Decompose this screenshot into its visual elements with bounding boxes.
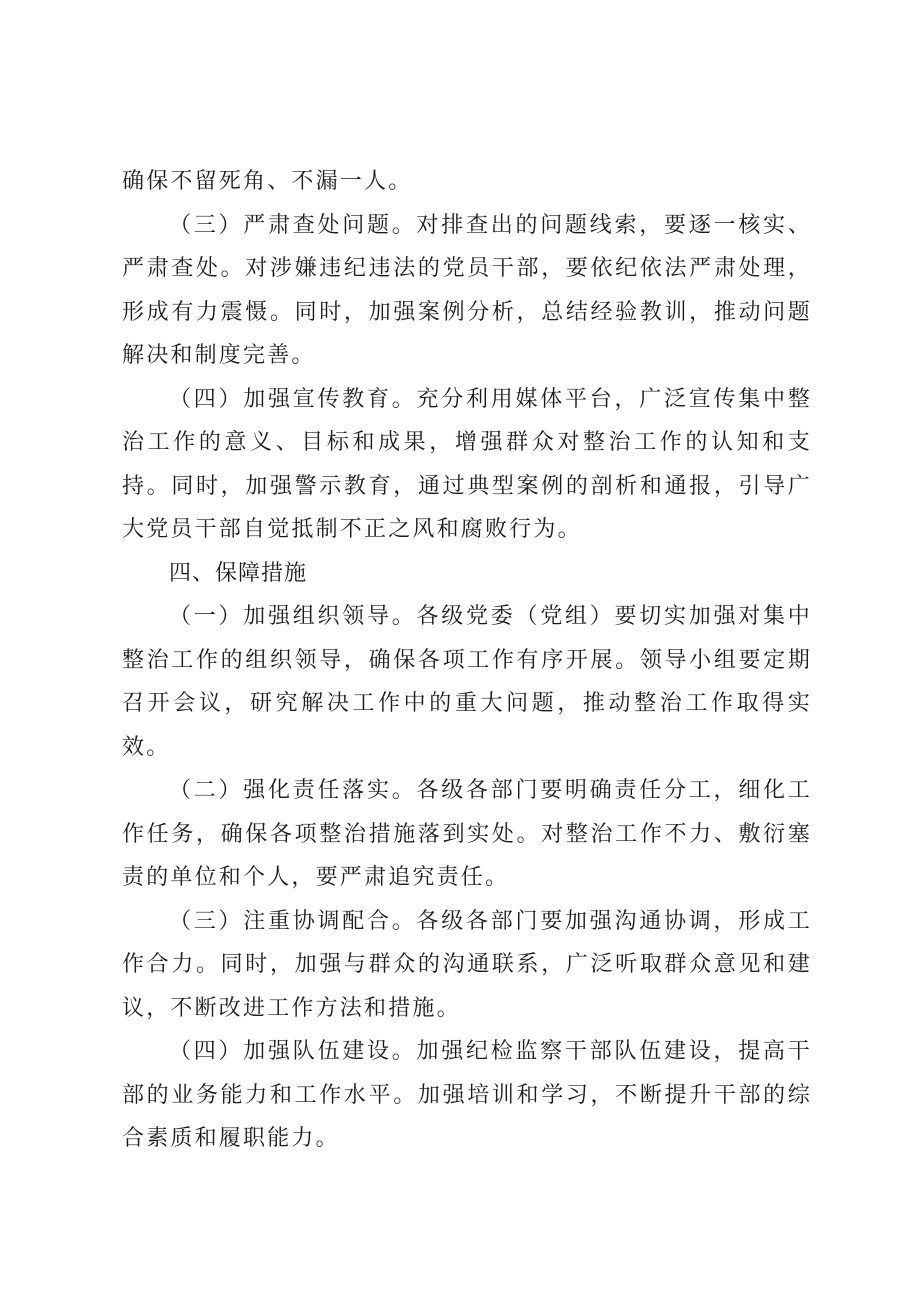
paragraph-3-investigate: （三）严肃查处问题。对排查出的问题线索，要逐一核实、严肃查处。对涉嫌违纪违法的党员干部，要依纪依法严肃处理，形成有力震慑。同时，加强案例分析，总结经验教训，推动问题解决和制度完善。 [122, 212, 812, 368]
section-heading-safeguards: 四、保障措施 [169, 560, 308, 586]
paragraph-continuation: 确保不留死角、不漏一人。 [122, 169, 413, 194]
paragraph-3-coordination: （三）注重协调配合。各级各部门要加强沟通协调，形成工作合力。同时，加强与群众的沟通联系，广泛听取群众意见和建议，不断改进工作方法和措施。 [122, 908, 812, 1021]
paragraph-4-team-building: （四）加强队伍建设。加强纪检监察干部队伍建设，提高干部的业务能力和工作水平。加强培训和学习，不断提升干部的综合素质和履职能力。 [122, 1039, 812, 1151]
document-body [122, 160, 812, 1161]
paragraph-1-leadership: （一）加强组织领导。各级党委（党组）要切实加强对集中整治工作的组织领导，确保各项工作有序开展。领导小组要定期召开会议，研究解决工作中的重大问题，推动整治工作取得实效。 [122, 604, 812, 760]
paragraph-4-publicity: （四）加强宣传教育。充分利用媒体平台，广泛宣传集中整治工作的意义、目标和成果，增强群众对整治工作的认知和支持。同时，加强警示教育，通过典型案例的剖析和通报，引导广大党员干部自觉抵制不正之风和腐败行为。 [122, 386, 812, 542]
paragraph-2-responsibility: （二）强化责任落实。各级各部门要明确责任分工，细化工作任务，确保各项整治措施落到实处。对整治工作不力、敷衍塞责的单位和个人，要严肃追究责任。 [122, 778, 812, 890]
